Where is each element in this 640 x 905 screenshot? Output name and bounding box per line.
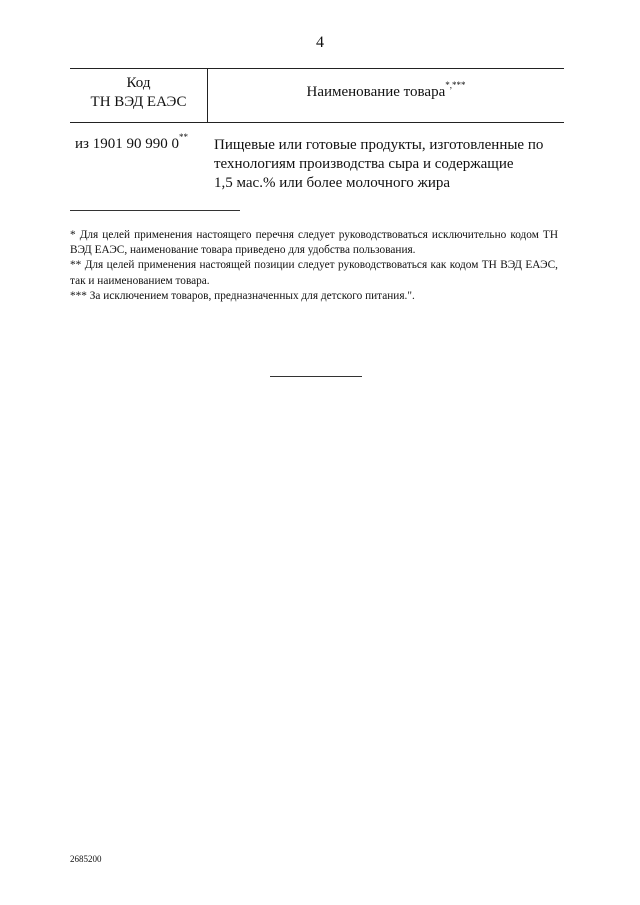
footnote-2: ** Для целей применения настоящей позиции следует руководствоваться как кодом ТН ВЭД ЕАЭС, так и наименованием товара. [70,259,558,287]
header-name-label: Наименование товара [306,84,446,100]
row-code [75,132,188,153]
footnote-1: * Для целей применения настоящего перечня следует руководствоваться исключительно кодом ТН ВЭД ЕАЭС, наименование товара приведено для удобства пользования. [70,229,558,257]
footnotes [70,228,558,304]
header-name-footnote-marks: *,*** [445,80,466,90]
row-description-line: Пищевые или готовые продукты, изготовленные по [214,137,544,153]
row-description-line: 1,5 мас.% или более молочного жира [214,175,451,191]
row-code-footnote-marks: ** [178,132,188,142]
goods-table [70,68,564,123]
document-id: 2685200 [70,854,102,864]
row-description-line: технологиям производства сыра и содержащие [214,156,514,172]
footnote-separator [70,210,240,211]
page-number: 4 [316,34,324,51]
header-code-line-1: Код [126,75,151,91]
end-of-document-rule [270,376,362,377]
header-code [70,74,207,112]
row-description [214,136,574,193]
row-code-value: из 1901 90 990 0 [75,136,179,152]
footnote-3: *** За исключением товаров, предназначенных для детского питания.". [70,289,415,302]
header-name [208,80,564,101]
header-code-line-2: ТН ВЭД ЕАЭС [90,94,187,110]
